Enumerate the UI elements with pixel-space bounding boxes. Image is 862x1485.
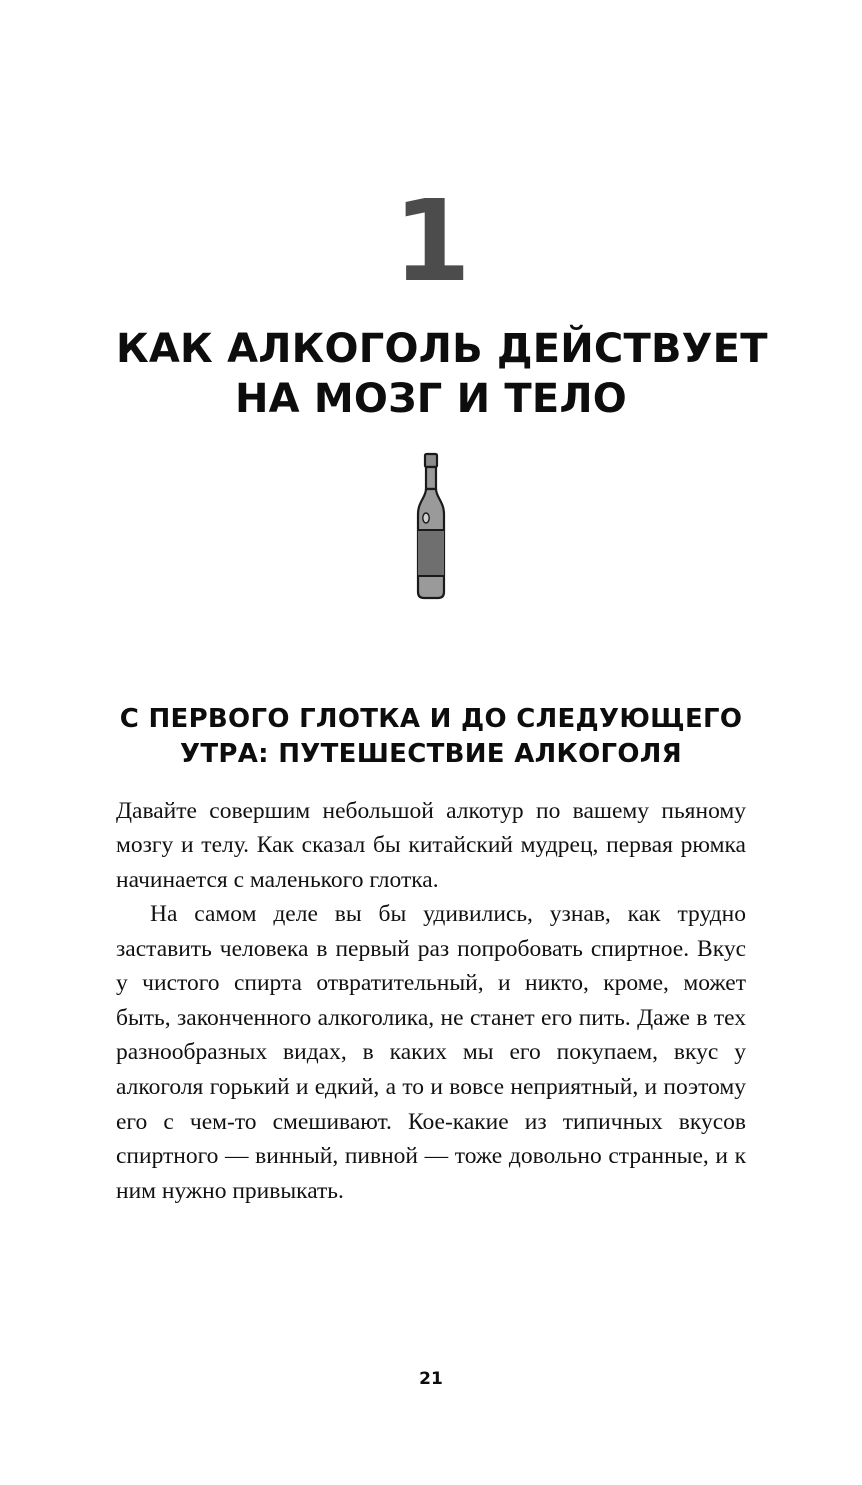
chapter-title-line-2: НА МОЗГ И ТЕЛО [234, 376, 628, 422]
chapter-title-line-1: КАК АЛКОГОЛЬ ДЕЙСТВУЕТ [116, 326, 768, 372]
section-heading-line-1: С ПЕРВОГО ГЛОТКА И ДО СЛЕДУЮЩЕГО [119, 704, 743, 734]
body-text [116, 794, 746, 1208]
section-heading-line-2: УТРА: ПУТЕШЕСТВИЕ АЛКОГОЛЯ [180, 739, 682, 770]
section-heading [116, 702, 746, 772]
bottle-icon [401, 452, 461, 602]
page-number: 21 [419, 1369, 443, 1389]
chapter-title [116, 324, 768, 424]
book-page [0, 177, 862, 1485]
illustration-container [116, 452, 746, 602]
paragraph-2: На самом деле вы бы удивились, узнав, как трудно заставить человека в первый раз попробовать спиртное. Вкус у чистого спирта отвратительный, и никто, кроме, может быть, законченного алкоголика, не станет его пить. Даже в тех разнообразных видах, в каких мы его покупаем, вкус у алкоголя горький и едкий, а то и вовсе неприятный, и поэтому его с чем-то смешивают. Кое-какие из типичных вкусов спиртного — винный, пивной — тоже довольно странные, и к ним нужно привыкать. [116, 901, 746, 1204]
chapter-number: 1 [393, 177, 469, 307]
paragraph-1: Давайте совершим небольшой алкотур по вашему пьяному мозгу и телу. Как сказал бы китайский мудрец, первая рюмка начинается с маленького глотка. [116, 797, 746, 893]
